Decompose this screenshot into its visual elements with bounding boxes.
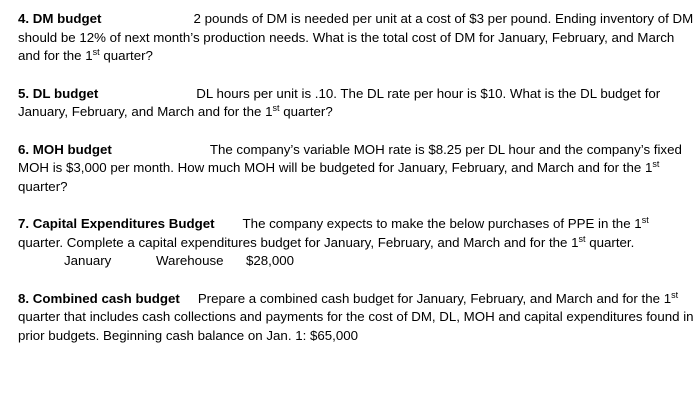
question-6-text: The company’s variable MOH rate is $8.25 per DL hour and the company’s fixed MOH is $3,000 per month. How much MOH will be budgeted for January, February, and March and for the 1: [18, 141, 682, 175]
ordinal-suffix: st: [652, 159, 660, 169]
ordinal-suffix: st: [92, 47, 100, 57]
question-5-heading: 5. DL budget: [18, 85, 99, 101]
question-4-heading: 4. DM budget: [18, 11, 102, 26]
purchase-amount: $28,000: [246, 253, 295, 268]
ordinal-suffix: st: [671, 289, 679, 300]
ordinal-suffix: st: [272, 103, 280, 113]
purchase-asset: Warehouse: [156, 253, 224, 268]
ordinal-suffix: st: [578, 233, 586, 244]
document-page: [18, 10, 694, 364]
question-6: 6. MOH budget The company’s variable MOH rate is $8.25 per DL hour and the company’s fixed MOH is $3,000 per month. How much MOH will be budgeted for January, February, and March and for the 1st quarter?: [18, 141, 682, 194]
question-6-heading: 6. MOH budget: [18, 141, 112, 157]
purchase-row: [64, 252, 694, 271]
question-7-text: The company expects to make the below purchases of PPE in the 1: [242, 216, 642, 231]
question-4-text: 2 pounds of DM is needed per unit at a cost of $3 per pound. Ending inventory of DM should be 12% of next month’s production needs. What is the total cost of DM for January, February, and March and for the 1: [18, 11, 694, 63]
question-8: 8. Combined cash budget Prepare a combined cash budget for January, February, and March and for the 1st quarter that includes cash collections and payments for the cost of DM, DL, MOH and capital expenditures found in prior budgets. Beginning cash balance on Jan. 1: $65,000: [18, 289, 694, 343]
purchase-month: January: [64, 253, 112, 268]
question-5-text: DL hours per unit is .10. The DL rate per hour is $10. What is the DL budget for January, February, and March and for the 1: [18, 85, 661, 119]
question-7-heading: 7. Capital Expenditures Budget: [18, 216, 215, 231]
question-8-text: Prepare a combined cash budget for January, February, and March and for the 1: [197, 290, 672, 306]
question-8-heading: 8. Combined cash budget: [18, 290, 180, 306]
question-7: [18, 215, 694, 271]
question-7-paragraph: 7. Capital Expenditures Budget The company expects to make the below purchases of PPE in the 1st quarter. Complete a capital expenditures budget for January, February, and March and for the 1st quarter.: [18, 215, 649, 250]
ordinal-suffix: st: [641, 215, 649, 225]
question-4: 4. DM budget 2 pounds of DM is needed per unit at a cost of $3 per pound. Ending inventory of DM should be 12% of next month’s production needs. What is the total cost of DM for January, February, and March and for the 1st quarter?: [18, 11, 694, 63]
question-5: 5. DL budget DL hours per unit is .10. The DL rate per hour is $10. What is the DL budget for January, February, and March and for the 1st quarter?: [18, 85, 661, 119]
